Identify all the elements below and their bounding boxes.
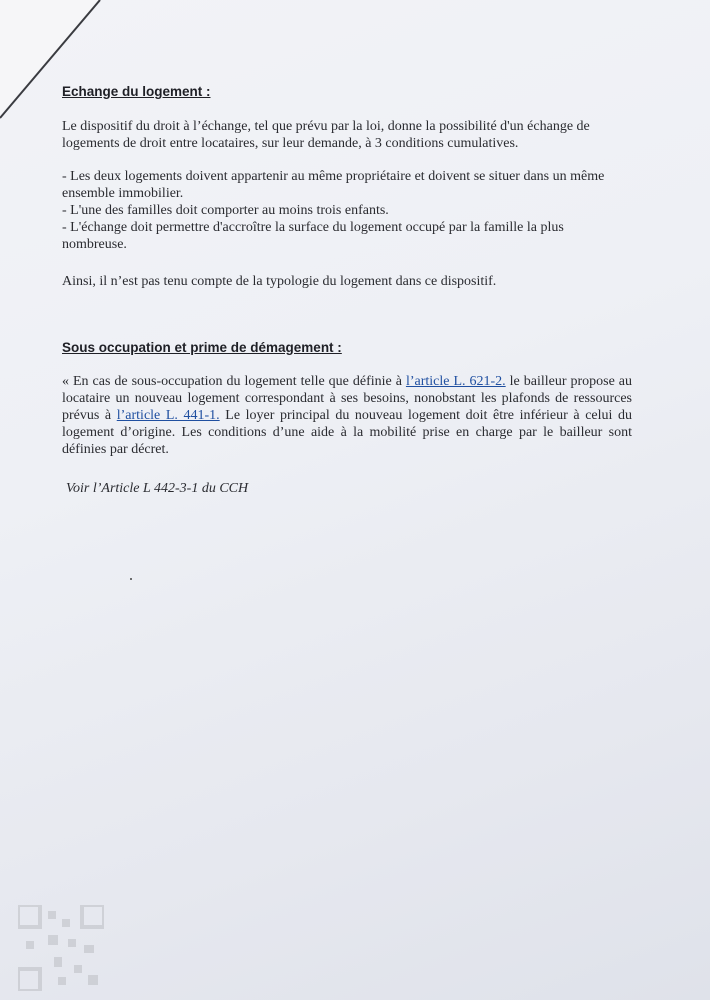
section-heading-echange: Echange du logement :	[62, 84, 211, 99]
law-quote	[62, 373, 632, 458]
condition-item: - Les deux logements doivent appartenir au même propriétaire et doivent se situer dans un même ensemble immobilier.	[62, 169, 605, 201]
intro-paragraph: Le dispositif du droit à l’échange, tel que prévu par la loi, donne la possibilité d'un échange de logements de droit entre locataires, sur leur demande, à 3 conditions cumulatives.	[62, 119, 590, 151]
conditions-list	[62, 168, 622, 253]
qr-code-watermark	[18, 905, 104, 991]
condition-item: - L'échange doit permettre d'accroître la surface du logement occupé par la famille la plus nombreuse.	[62, 220, 564, 252]
article-citation: Voir l’Article L 442-3-1 du CCH	[66, 481, 249, 496]
article-link-l621-2[interactable]: l’article L. 621-2.	[405, 374, 506, 389]
quote-text: le bailleur propose au locataire un nouveau logement correspondant à ses besoins, nonobstant les plafonds de ressources prévus à	[62, 374, 632, 423]
condition-item: - L'une des familles doit comporter au moins trois enfants.	[62, 203, 389, 218]
conclusion-paragraph: Ainsi, il n’est pas tenu compte de la typologie du logement dans ce dispositif.	[62, 274, 497, 289]
section-heading-sous-occupation: Sous occupation et prime de démagement :	[62, 340, 342, 355]
quote-text: Le loyer principal du nouveau logement doit être inférieur à celui du logement d’origine. Les conditions d’une aide à la mobilité prise en charge par le bailleur sont définies par décret.	[62, 408, 632, 457]
article-link-l441-1[interactable]: l’article L. 441-1.	[116, 408, 220, 423]
stray-mark	[130, 578, 132, 580]
quote-text: « En cas de sous-occupation du logement telle que définie à	[62, 374, 406, 389]
